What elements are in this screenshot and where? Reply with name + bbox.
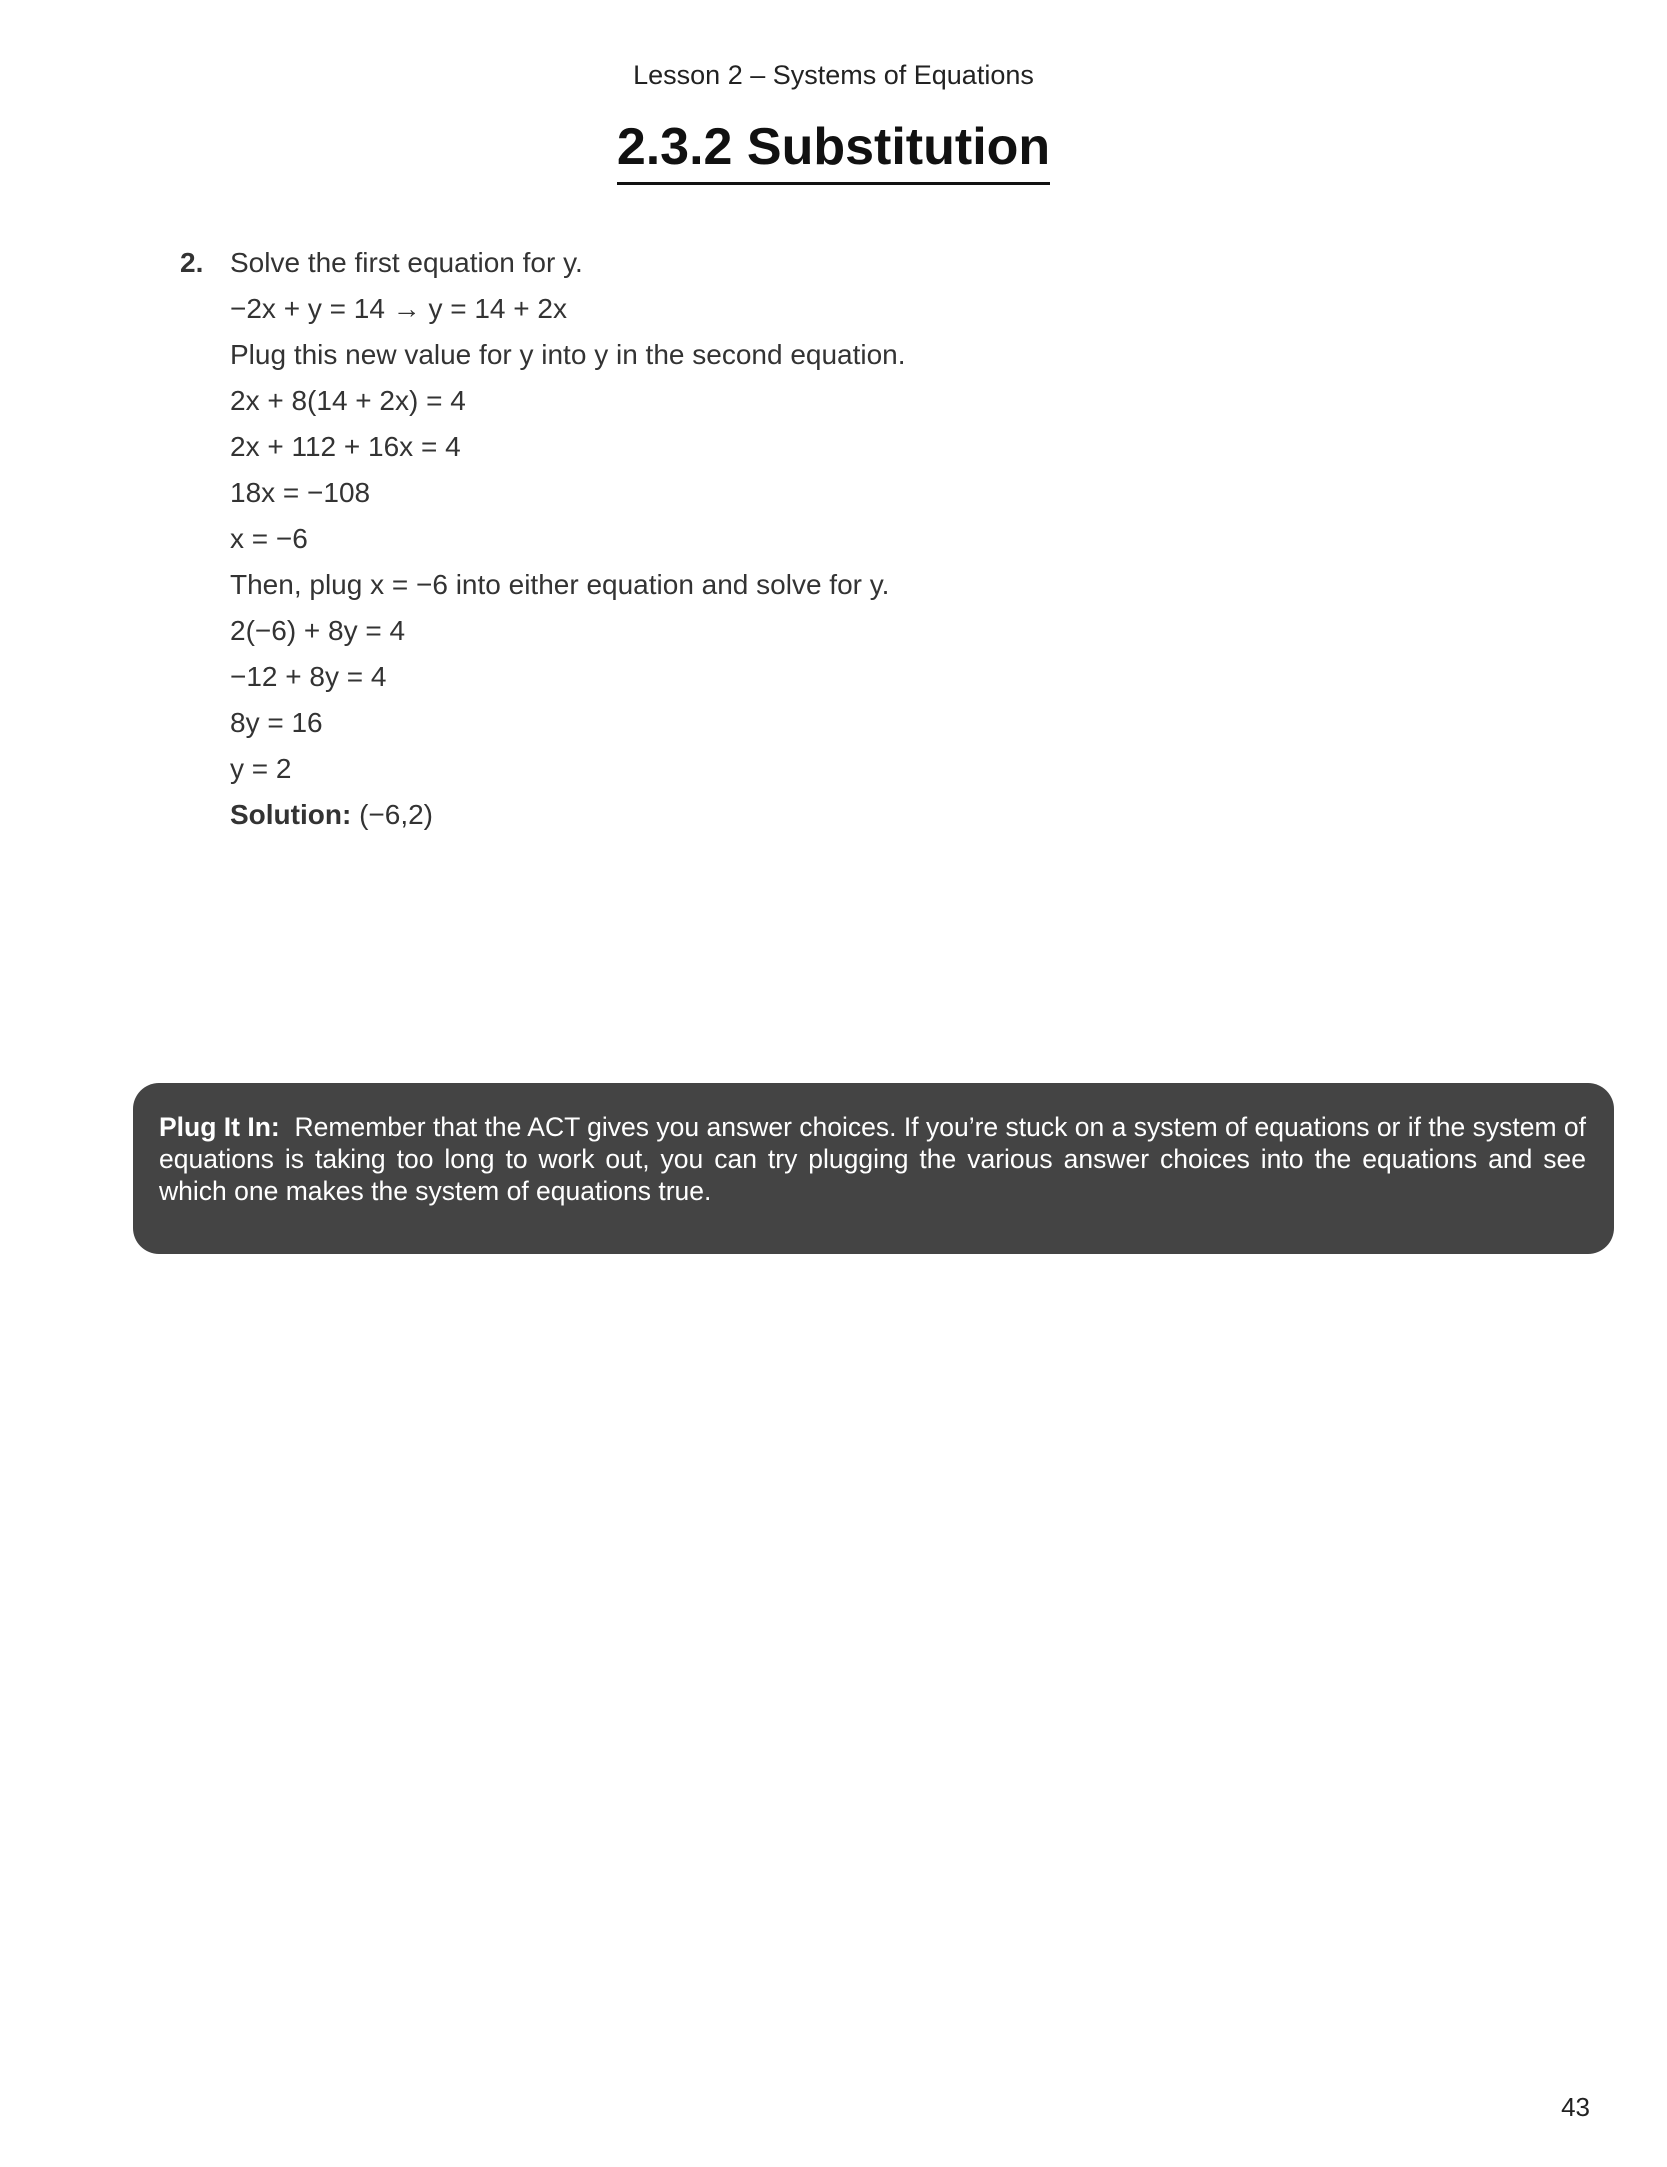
step-equation: 8y = 16 xyxy=(230,707,323,738)
step-equation: 2(−6) + 8y = 4 xyxy=(230,615,406,646)
title-container xyxy=(0,118,1667,185)
step-equation: y = 2 xyxy=(230,753,292,784)
step-equation: 18x = −108 xyxy=(230,477,371,508)
callout-label: Plug It In: xyxy=(159,1112,280,1142)
step-equation: −2x + y = 14 → y = 14 + 2x xyxy=(230,293,567,324)
page-number: 43 xyxy=(1561,2092,1590,2122)
solution-line xyxy=(230,792,906,838)
step-equation: 2x + 112 + 16x = 4 xyxy=(230,431,461,462)
step-equation: −12 + 8y = 4 xyxy=(230,661,387,692)
step-equation: 2x + 8(14 + 2x) = 4 xyxy=(230,385,466,416)
page-title: 2.3.2 Substitution xyxy=(617,118,1050,185)
solution-label: Solution: xyxy=(230,799,352,830)
problem-number: 2. xyxy=(180,247,204,278)
plug-it-in-callout xyxy=(133,1083,1614,1254)
solution-steps xyxy=(230,240,906,838)
step-instruction: Then, plug x = −6 into either equation and solve for y. xyxy=(230,569,890,600)
step-instruction: Solve the first equation for y. xyxy=(230,247,583,278)
solution-value: (−6,2) xyxy=(351,799,433,830)
step-instruction: Plug this new value for y into y in the second equation. xyxy=(230,339,906,370)
running-header: Lesson 2 – Systems of Equations xyxy=(633,60,1034,90)
callout-text: Remember that the ACT gives you answer choices. If you’re stuck on a system of equations or if the system of equations is taking too long to work out, you can try plugging the various answer choices into the equations and see which one makes the system of equations true. xyxy=(159,1112,1587,1206)
step-equation: x = −6 xyxy=(230,523,308,554)
